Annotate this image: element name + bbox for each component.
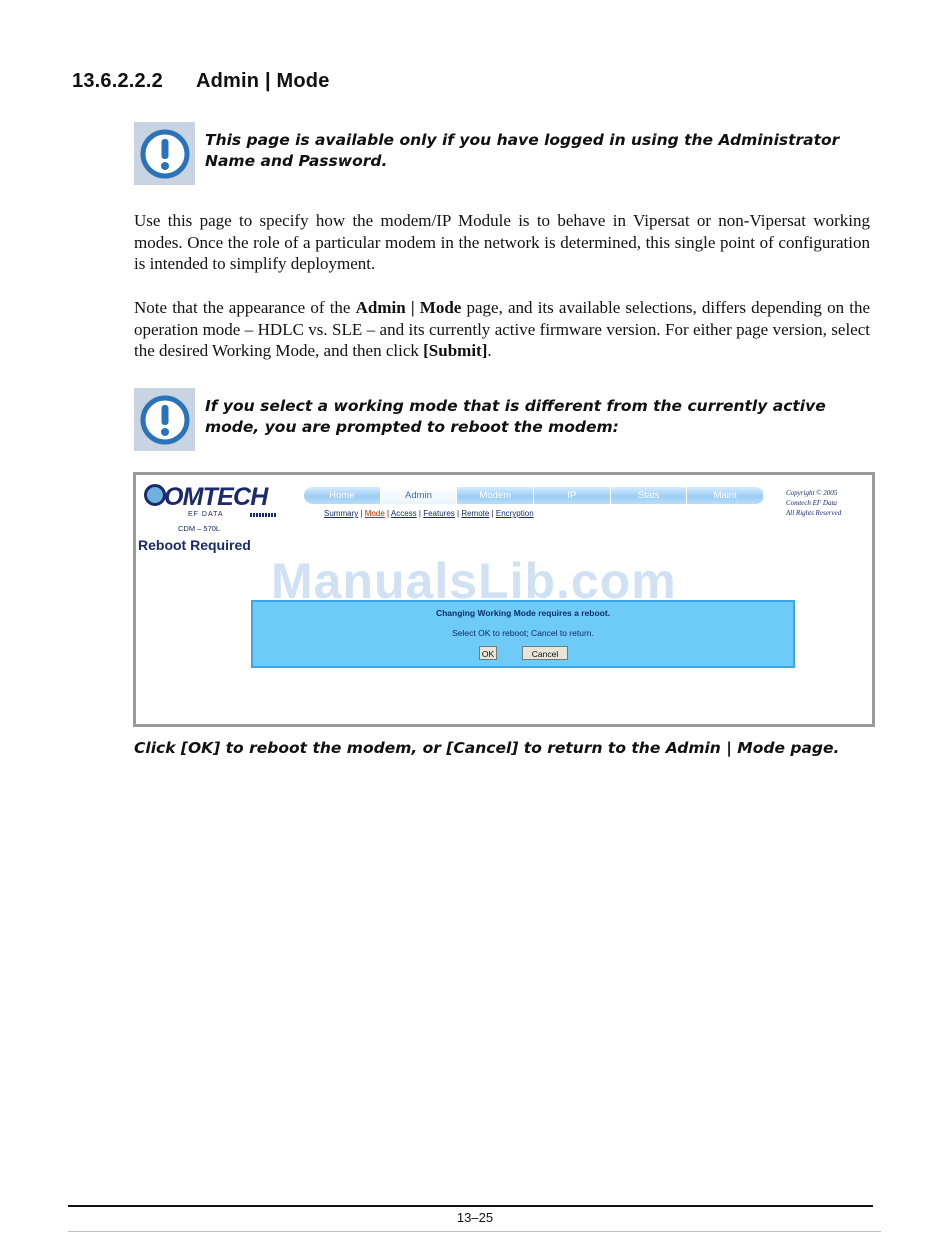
reboot-note-text: If you select a working mode that is different from the currently active mode, you are prompted to reboot the modem: — [205, 397, 826, 436]
para2-bold-submit: [Submit] — [423, 341, 488, 360]
subnav-mode[interactable]: Mode — [364, 509, 385, 518]
tab-stats[interactable]: Stats — [611, 487, 688, 504]
exclamation-circle-icon — [134, 388, 195, 451]
tab-ip[interactable]: IP — [534, 487, 611, 504]
copyright-notice: Copyright © 2005 Comtech EF Data All Rights Reserved — [786, 489, 842, 517]
dialog-message: Changing Working Mode requires a reboot. — [435, 608, 611, 618]
para2-bold-admin-mode: Admin | Mode — [355, 298, 462, 317]
ok-button[interactable]: OK — [479, 646, 497, 660]
subnav-encryption[interactable]: Encryption — [495, 509, 534, 518]
subnav-access[interactable]: Access — [390, 509, 417, 518]
subnav-summary[interactable]: Summary — [324, 509, 359, 518]
watermark: ManualsLib.com — [271, 553, 677, 609]
para2-text-3: . — [487, 341, 492, 360]
admin-note-text: This page is available only if you have logged in using the Administrator Name and Password. — [205, 131, 840, 170]
page-number: 13–25 — [456, 1210, 494, 1225]
tab-admin[interactable]: Admin — [381, 487, 458, 504]
cancel-button[interactable]: Cancel — [522, 646, 568, 660]
para2-text-2: page, and its available selections, differs depending on the operation mode – HDLC vs. SLE – and its currently active firmware version. For either page version, select the desired Working Mode, and then click — [134, 298, 871, 360]
section-number: 13.6.2.2.2 — [72, 70, 163, 92]
sub-nav: Summary | Mode | Access | Features | Remote | Encryption — [324, 509, 534, 518]
para2-text-1: Note that the appearance of the — [134, 298, 356, 317]
intro-paragraph: Use this page to specify how the modem/IP Module is to behave in Vipersat or non-Vipersat working modes. Once the role of a particular modem in the network is determined, this single point of configuration is intended to simplify deployment. — [134, 211, 870, 273]
subnav-features[interactable]: Features — [423, 509, 455, 518]
exclamation-circle-icon — [134, 122, 195, 185]
reboot-dialog — [251, 600, 795, 668]
tab-home[interactable]: Home — [304, 487, 381, 504]
embedded-screenshot — [133, 472, 875, 727]
footer-rule-bottom — [68, 1231, 881, 1232]
subnav-remote[interactable]: Remote — [461, 509, 490, 518]
figure-caption: Click [OK] to reboot the modem, or [Cancel] to return to the Admin | Mode page. — [134, 739, 840, 757]
note-paragraph — [134, 297, 870, 362]
admin-note — [134, 122, 874, 185]
footer-rule — [68, 1205, 873, 1207]
tab-modem[interactable]: Modem — [457, 487, 534, 504]
section-title: Admin | Mode — [196, 70, 330, 92]
section-heading — [72, 70, 330, 93]
page-title: Reboot Required — [138, 537, 251, 553]
top-nav — [304, 487, 764, 504]
model-label: CDM – 570L — [178, 524, 221, 533]
tab-maint[interactable]: Maint — [687, 487, 764, 504]
reboot-note — [134, 388, 874, 451]
dialog-instruction: Select OK to reboot; Cancel to return. — [452, 628, 594, 638]
comtech-logo: OMTECH EF DATA CDM – 570L — [144, 483, 294, 529]
